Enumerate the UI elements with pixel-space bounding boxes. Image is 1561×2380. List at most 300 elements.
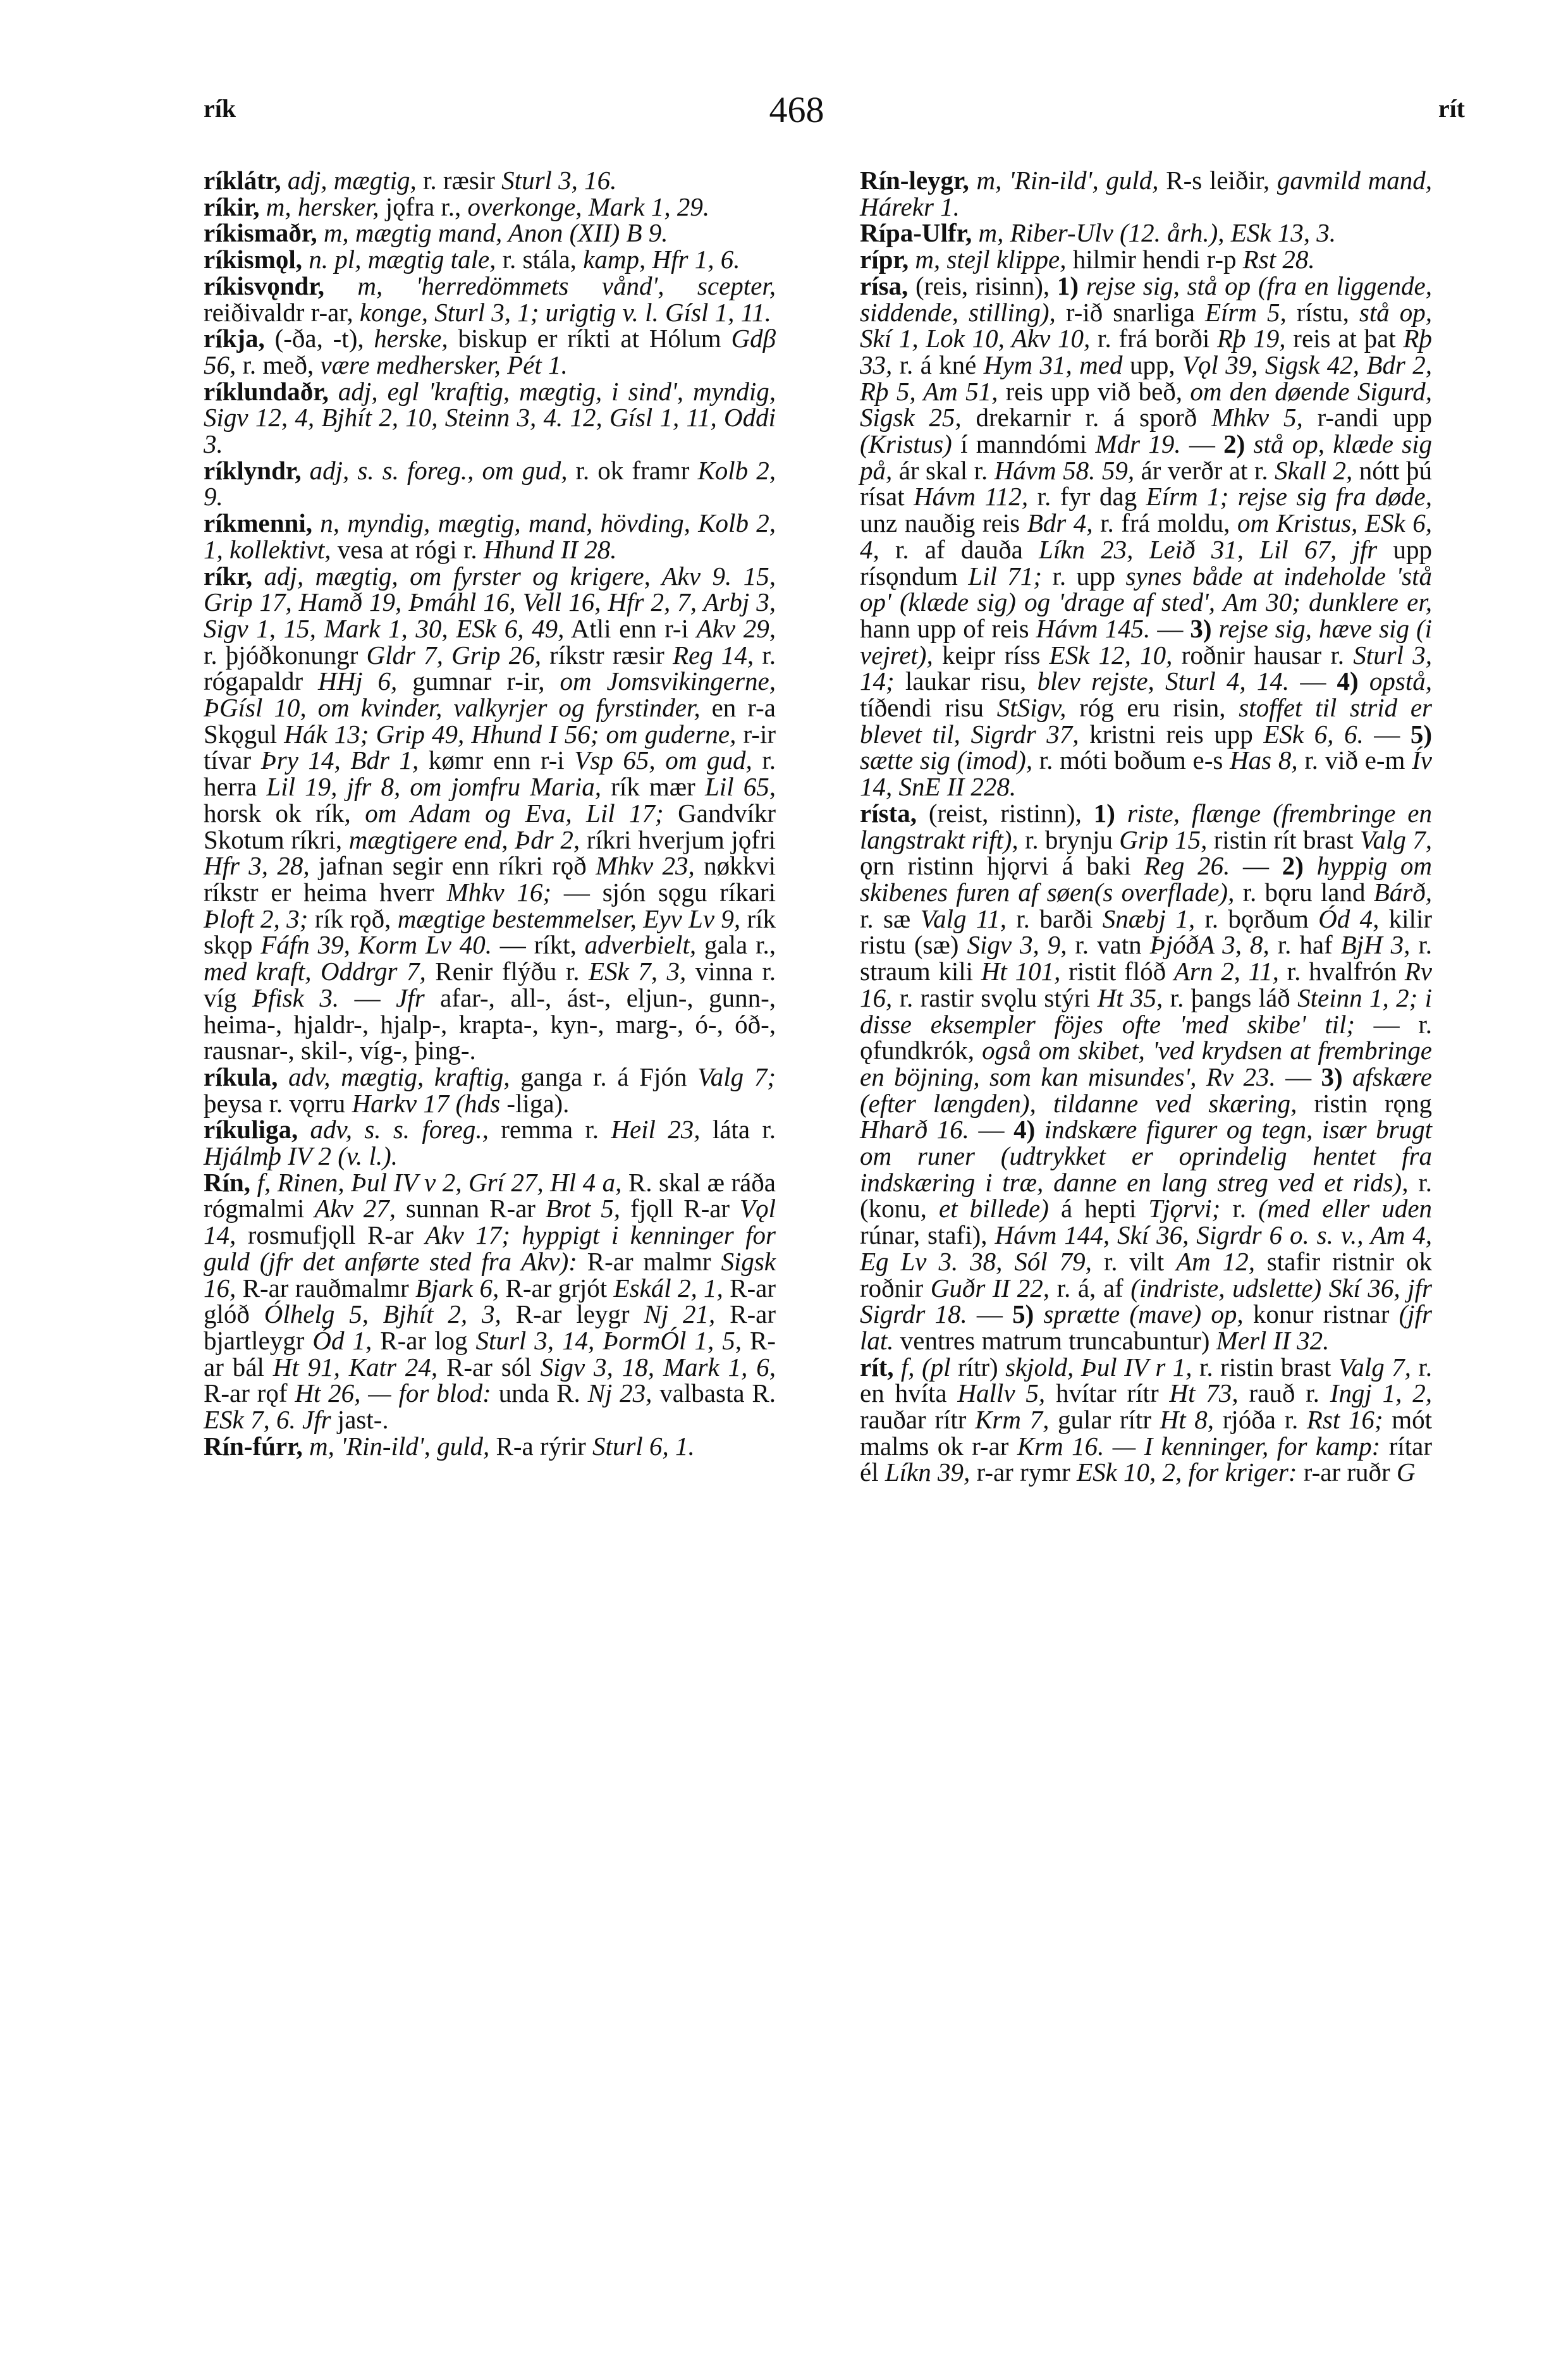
entry-headword: Rín-leygr, — [860, 166, 969, 195]
entry-text: r. brynju — [1018, 825, 1120, 854]
entry-text: stå op, Skí 1, Lok 10, Akv 10, — [860, 297, 1432, 353]
entry-text: kømr enn r-i — [419, 745, 575, 775]
entry-text: rauðar rítr — [860, 1405, 976, 1435]
entry-text: Gdβ 56, — [204, 324, 776, 379]
entry-text: jǫfra r., — [379, 192, 468, 221]
entry-text: Tjǫrvi; — [1148, 1194, 1221, 1224]
entry-text: reis at þat — [1285, 324, 1404, 353]
entry-text: ristin rǫng — [1297, 1088, 1432, 1118]
entry-text: r-ar rymr — [970, 1457, 1077, 1487]
entry-text: Reg 26. — [1144, 851, 1230, 881]
sense-number: 1) — [1093, 798, 1115, 828]
entry-text: reis upp við beð, — [998, 376, 1191, 406]
entry-text: Steinn 1, 2; i disse eksempler föjes ofte 'med skibe' til; — [860, 983, 1433, 1039]
entry-text: m, hersker, — [259, 192, 379, 221]
entry-headword: rísta, — [860, 798, 917, 828]
entry-text: Heil 23, — [611, 1115, 701, 1144]
entry-text: Jfr — [396, 983, 425, 1012]
entry-text: láta r. — [700, 1115, 776, 1144]
entry-text: — — [1230, 851, 1282, 881]
entry-text: r-ið snarliga — [1055, 297, 1205, 327]
entry-text: r. sæ — [860, 904, 921, 933]
dictionary-entry — [860, 220, 1432, 247]
entry-text: Rst 28. — [1242, 245, 1315, 274]
entry-text: r-ir tívar — [204, 719, 776, 775]
entry-text: r. — [1220, 1194, 1259, 1224]
entry-text: — — [969, 1115, 1014, 1144]
entry-headword: rísa, — [860, 271, 909, 300]
entry-text: adv, s. s. foreg., — [298, 1115, 489, 1144]
entry-text: afar-, all-, ást-, eljun-, gunn-, heima-, hjaldr-, hjalp-, krapta-, kyn-, marg-, ó-, óð-, rausnar-, skil-, víg-, þing-. — [204, 983, 776, 1065]
entry-text: r. bǫru land — [1234, 877, 1374, 907]
entry-text: r. þjóðkonungr — [204, 640, 367, 670]
entry-text: f, (pl — [893, 1352, 951, 1382]
entry-text: r. ok framr — [567, 455, 698, 485]
dictionary-entry — [204, 510, 776, 563]
running-head-last-word: rít — [1438, 94, 1465, 123]
dictionary-entry — [204, 1117, 776, 1169]
entry-text: R-ar rauðmalmr — [236, 1273, 416, 1303]
entry-text: ár skal r. — [892, 455, 995, 485]
entry-text: Nj 21, — [644, 1299, 716, 1329]
entry-text: Arn 2, 11, — [1173, 957, 1279, 986]
entry-text: rítr) — [950, 1352, 1006, 1382]
entry-text: om Kristus, ESk 6, 4, — [860, 508, 1433, 564]
entry-text: Am 12, — [1176, 1246, 1255, 1276]
dictionary-entry — [860, 273, 1432, 800]
entry-text: Sturl 3, 14; — [860, 640, 1433, 696]
entry-text: r. bǫrðum — [1195, 904, 1319, 933]
entry-text: Skall 2, — [1275, 455, 1353, 485]
entry-text: m, 'herredömmets vånd', scepter, — [324, 271, 776, 300]
entry-headword: ríkisvǫndr, — [204, 271, 325, 300]
entry-text: Akv 29, — [696, 613, 776, 643]
entry-text: Snæbj 1, — [1102, 904, 1196, 933]
entry-text: n, myndig, mægtig, mand, hövding, Kolb 2, 1, kollektivt, — [204, 508, 776, 564]
right-column — [860, 168, 1432, 1486]
entry-text: tíðendi risu — [860, 693, 997, 723]
entry-text: Valg 11, — [920, 904, 1007, 933]
entry-text: — sjón sǫgu ríkari — [551, 877, 776, 907]
entry-text: r. þangs láð — [1163, 983, 1298, 1012]
entry-text: r. (konu, — [860, 1167, 1432, 1224]
entry-text: sunnan R-ar — [396, 1194, 546, 1224]
entry-text: Sigv 3, 9, — [967, 930, 1067, 960]
entry-text: jafnan segir enn ríkri rǫð — [309, 851, 596, 881]
entry-text: unz nauðig reis — [860, 508, 1027, 538]
entry-text: hilmir hendi r-p — [1066, 245, 1243, 274]
entry-text: Rþ 19, — [1217, 324, 1286, 353]
entry-text: også om skibet, 'ved krydsen at frembringe en böjning, som kan misundes', Rv 23. — [860, 1036, 1432, 1091]
entry-text: Ht 91, Katr 24, — [272, 1352, 438, 1382]
entry-text: Hharð 16. — [860, 1115, 969, 1144]
entry-text: StSigv, — [996, 693, 1067, 723]
entry-text: ESk 10, 2, for kriger: — [1077, 1457, 1297, 1487]
entry-text: R-ar rǫf — [204, 1378, 295, 1408]
entry-text: Ingj 1, 2, — [1330, 1378, 1433, 1408]
entry-text: kilir ristu (sæ) — [860, 904, 1432, 960]
entry-text: afskære (efter længden), tildanne ved skæring, — [860, 1062, 1433, 1118]
entry-text: horsk ok rík, — [204, 798, 365, 828]
entry-text: (jfr lat. — [860, 1299, 1432, 1355]
entry-text: r. móti boðum e-s — [1032, 745, 1230, 775]
entry-text: adj, mægtig, om fyrster og krigere, Akv 9. 15, Grip 17, Hamð 19, Þmáhl 16, Vell 16, Hfr 2, 7, Arbj 3, Sigv 1, 15, Mark 1, 30, ESk 6, 49, — [204, 561, 776, 643]
entry-text: Lil 19, jfr 8, om jomfru Maria, — [266, 772, 602, 802]
entry-text: adj, mægtig, — [281, 166, 417, 195]
entry-text: Hávm 112, — [914, 482, 1029, 512]
entry-text: rosmufjǫll R-ar — [236, 1220, 425, 1250]
entry-text: biskup er ríkti at Hólum — [448, 324, 732, 353]
entry-headword: ríkr, — [204, 561, 253, 591]
entry-text: r. haf — [1269, 930, 1341, 960]
entry-text: R-ar log — [372, 1325, 476, 1355]
dictionary-entry — [204, 455, 776, 512]
entry-text: ríkri hverjum jǫfri — [580, 825, 776, 854]
dictionary-entry — [860, 800, 1432, 1354]
entry-text: ÞjóðA 3, 8, — [1149, 930, 1270, 960]
dictionary-entry — [860, 247, 1432, 273]
dictionary-entry — [204, 168, 776, 194]
entry-text: R-ar glóð — [204, 1273, 776, 1329]
entry-text: om Jomsvikingerne, ÞGísl 10, om kvinder, valkyrjer og fyrstinder, — [204, 666, 776, 723]
entry-text: m, 'Rin-ild', guld, — [302, 1431, 490, 1461]
entry-text: Líkn 23, Leið 31, Lil 67, jfr — [1039, 534, 1378, 564]
entry-text: Krm 16. — I kenninger, for kamp: — [1017, 1431, 1381, 1461]
entry-text: r. fyr dag — [1028, 482, 1146, 512]
entry-text: stafir ristnir ok roðnir — [860, 1246, 1432, 1303]
entry-text: Kolb 2, 9. — [204, 455, 776, 512]
entry-text: Valg 7, — [1360, 825, 1432, 854]
entry-text: Bdr 4, — [1027, 508, 1093, 538]
entry-text: r. rastir svǫlu stýri — [892, 983, 1098, 1012]
entry-text: Harkv 17 (hds — [352, 1088, 501, 1118]
entry-text: Bjark 6, — [415, 1273, 499, 1303]
entry-text: r. herra — [204, 745, 776, 802]
entry-headword: ríkmenni, — [204, 508, 312, 538]
entry-text: rík rǫð, — [308, 904, 398, 933]
entry-text: skjold, Þul IV r 1, — [1005, 1352, 1192, 1382]
entry-text: Hávm 144, Skí 36, Sigrdr 6 o. s. v., Am 4, Eg Lv 3. 38, Sól 79, — [860, 1220, 1432, 1276]
entry-text: rúnar, stafi), — [860, 1220, 995, 1250]
entry-text: konur ristnar — [1243, 1299, 1399, 1329]
entry-text: blev rejste, Sturl 4, 14. — [1037, 666, 1290, 696]
entry-headword: ríkismaðr, — [204, 218, 317, 248]
entry-headword: ríklátr, — [204, 166, 281, 195]
entry-text: — — [1180, 429, 1224, 459]
entry-headword: ríkula, — [204, 1062, 278, 1091]
entry-text: (reis, risinn), — [908, 271, 1057, 300]
entry-text: rejse sig, stå op (fra en liggende, siddende, stilling), — [860, 271, 1432, 327]
entry-text: sætte sig (imod), — [860, 745, 1033, 775]
entry-text: Hjálmþ IV 2 (v. l.). — [204, 1141, 398, 1171]
entry-text: Sturl 6, 1. — [592, 1431, 695, 1461]
entry-text: r. af dauða — [879, 534, 1039, 564]
entry-text: vesa at rógi r. — [331, 534, 484, 564]
entry-text: róg eru risin, — [1066, 693, 1239, 723]
entry-text: G — [1396, 1457, 1416, 1487]
entry-text: nótt þú rísat — [860, 455, 1432, 512]
left-column — [204, 168, 776, 1459]
dictionary-entry — [204, 247, 776, 273]
entry-text: — — [1275, 1062, 1321, 1091]
sense-number: 5) — [1012, 1299, 1034, 1329]
entry-text: — — [1363, 719, 1411, 749]
entry-text: R-ar leygr — [501, 1299, 644, 1329]
entry-text: m, stejl klippe, — [909, 245, 1067, 274]
entry-text: Sturl 3, 16. — [501, 166, 617, 195]
entry-text: HHj 6, — [318, 666, 398, 696]
entry-text: (-ða, -t), — [264, 324, 374, 353]
entry-text: Akv 27, — [314, 1194, 396, 1224]
entry-text: være medhersker, Pét 1. — [320, 350, 568, 379]
entry-headword: Rín, — [204, 1167, 251, 1197]
dictionary-entry — [204, 326, 776, 378]
entry-text: r. frá moldu, — [1093, 508, 1237, 538]
entry-text: jast-. — [331, 1405, 389, 1435]
entry-text: rístu, — [1286, 297, 1359, 327]
entry-text: ESk 12, 10, — [1049, 640, 1173, 670]
entry-text: Ht 101, — [981, 957, 1061, 986]
entry-text: gular rítr — [1049, 1405, 1160, 1435]
entry-text: R-ar sól — [438, 1352, 541, 1382]
entry-text: kristni reis upp — [1079, 719, 1264, 749]
entry-text: r. rógapaldr — [204, 640, 776, 696]
entry-text: Sturl 3, 14, ÞormÓl 1, 5, — [475, 1325, 742, 1355]
entry-text: mót malms ok r-ar — [860, 1405, 1432, 1461]
entry-text: valbasta R. — [652, 1378, 776, 1408]
dictionary-entry — [204, 273, 776, 326]
entry-text: ESk 7, 6. Jfr — [204, 1405, 331, 1435]
dictionary-entry — [204, 220, 776, 247]
entry-text: Sigsk 16, — [204, 1246, 776, 1303]
entry-text: r. við e-m — [1297, 745, 1412, 775]
entry-text: (reist, ristinn), — [916, 798, 1094, 828]
entry-text: r. stála, — [496, 245, 584, 274]
running-head-first-word: rík — [204, 94, 236, 123]
entry-text: et billede) — [939, 1194, 1049, 1224]
sense-number: 4) — [1013, 1115, 1036, 1144]
entry-text: r-ar ruðr — [1297, 1457, 1397, 1487]
entry-text: r. ræsir — [416, 166, 502, 195]
entry-text: Hfr 3, 28, — [204, 851, 310, 881]
entry-text: konge, Sturl 3, 1; urigtig v. l. Gísl 1, 11. — [359, 297, 771, 327]
entry-text: Lil 65, — [705, 772, 776, 802]
entry-text: upp, — [1122, 350, 1182, 379]
entry-text: R-ar bál — [204, 1325, 776, 1382]
entry-text: Hák 13; Grip 49, Hhund I 56; om guderne, — [284, 719, 737, 749]
entry-text: R. skal æ ráða rógmalmi — [204, 1167, 776, 1224]
sense-number: 3) — [1321, 1062, 1343, 1091]
entry-text: Nj 23, — [587, 1378, 652, 1408]
entry-headword: rít, — [860, 1352, 894, 1382]
entry-text: R-s leiðir, — [1158, 166, 1277, 195]
entry-text: Merl II 32. — [1216, 1325, 1330, 1355]
entry-text: roðnir hausar r. — [1172, 640, 1354, 670]
sense-number: 2) — [1282, 851, 1304, 881]
entry-text: R-a rýrir — [489, 1431, 593, 1461]
entry-text: Líkn 39, — [885, 1457, 970, 1487]
entry-text: nøkkvi ríkstr er heima hverr — [204, 851, 776, 907]
entry-text: r. barði — [1006, 904, 1103, 933]
entry-text: Bárð, — [1373, 877, 1433, 907]
entry-text: gala r., — [696, 930, 776, 960]
entry-text: opstå, — [1358, 666, 1432, 696]
entry-text: Gldr 7, Grip 26, — [366, 640, 541, 670]
entry-text: Has 8, — [1230, 745, 1298, 775]
entry-text: adj, s. s. foreg., om gud, — [301, 455, 568, 485]
entry-text: Eírm 1; rejse sig fra døde, — [1146, 482, 1432, 512]
entry-text: á hepti — [1048, 1194, 1149, 1224]
entry-text: reiðivaldr r-ar, — [204, 297, 360, 327]
entry-text: R-ar bjartleygr — [204, 1299, 776, 1355]
entry-text: (Kristus) — [860, 429, 952, 459]
dictionary-entry — [204, 1064, 776, 1117]
entry-text: Ht 73, — [1169, 1378, 1239, 1408]
entry-text: Mhkv 5, — [1211, 403, 1303, 432]
entry-text: mægtigere end, Þdr 2, — [348, 825, 580, 854]
entry-text: Sigv 3, 18, Mark 1, 6, — [540, 1352, 776, 1382]
entry-text: drekarnir r. á sporð — [961, 403, 1212, 432]
entry-text: þeysa r. vǫrru — [204, 1088, 352, 1118]
entry-text: Eírm 5, — [1204, 297, 1287, 327]
page-number: 468 — [769, 89, 824, 130]
entry-text: Ht 35, — [1097, 983, 1163, 1012]
entry-text: gavmild mand, Hárekr 1. — [860, 166, 1432, 221]
dictionary-entry — [204, 1433, 776, 1460]
entry-headword: ríklyndr, — [204, 455, 302, 485]
entry-text: R-ar grjót — [499, 1273, 614, 1303]
dictionary-entry — [860, 1354, 1432, 1487]
entry-text: r. á, af — [1050, 1273, 1131, 1303]
entry-text: laukar risu, — [894, 666, 1038, 696]
entry-text: Ht 26, — for blod: — [295, 1378, 491, 1408]
entry-text: r-andi upp — [1302, 403, 1432, 432]
dictionary-entry — [204, 376, 776, 459]
entry-text: Gandvíkr Skotum ríkri, — [204, 798, 776, 854]
entry-headword: ríklundaðr, — [204, 376, 329, 406]
entry-text: í manndómi — [952, 429, 1096, 459]
entry-text: — ríkt, — [491, 930, 585, 960]
entry-text: remma r. — [488, 1115, 611, 1144]
entry-text: Reg 14, — [673, 640, 754, 670]
entry-text: ár verðr at r. — [1134, 455, 1275, 485]
entry-text: Vǫl 14, — [204, 1194, 776, 1250]
entry-text: Hhund II 28. — [483, 534, 617, 564]
entry-text: adverbielt, — [584, 930, 697, 960]
entry-text: hyppig om skibenes furen af søen(s overflade), — [860, 851, 1433, 907]
entry-headword: Rípa-Ulfr, — [860, 218, 972, 248]
entry-text: adj, egl 'kraftig, mægtig, i sind', myndig, Sigv 12, 4, Bjhít 2, 10, Steinn 3, 4. 12, Gísl 1, 11, Oddi 3. — [204, 376, 776, 459]
entry-text: n. pl, mægtig tale, — [302, 245, 496, 274]
dictionary-entry — [204, 563, 776, 1064]
entry-text: — — [339, 983, 396, 1012]
entry-text: Rv 16, — [860, 957, 1433, 1012]
entry-text: Akv 17; hyppigt i kenninger for guld (jfr det anførte sted fra Akv): — [204, 1220, 776, 1276]
entry-text: Mhkv 23, — [596, 851, 695, 881]
entry-text: Hallv 5, — [957, 1378, 1046, 1408]
entry-text: overkonge, Mark 1, 29. — [467, 192, 710, 221]
entry-text: r. straum kili — [860, 930, 1433, 986]
entry-text: Hávm 145. — [1036, 613, 1151, 643]
entry-text: — — [1289, 666, 1337, 696]
entry-text: r. vilt — [1091, 1246, 1177, 1276]
entry-text: Þloft 2, 3; — [204, 904, 309, 933]
entry-text: om den døende Sigurd, Sigsk 25, — [860, 376, 1432, 432]
entry-text: kamp, Hfr 1, 6. — [583, 245, 740, 274]
entry-text: Vǫl 39, Sigsk 42, Bdr 2, Rþ 5, Am 51, — [860, 350, 1432, 406]
entry-text: stå op, klæde sig på, — [860, 429, 1433, 485]
entry-text: gumnar r-ir, — [397, 666, 560, 696]
entry-text: ganga r. á Fjón — [510, 1062, 698, 1091]
entry-text: r. vatn — [1067, 930, 1150, 960]
entry-text: rík mær — [601, 772, 705, 802]
sense-number: 1) — [1056, 271, 1079, 300]
entry-text: hvítar rítr — [1045, 1378, 1170, 1408]
sense-number: 2) — [1223, 429, 1246, 459]
entry-text: Þfisk 3. — [252, 983, 340, 1012]
entry-text: rík skǫp — [204, 904, 776, 960]
entry-text: — r. ǫfundkrók, — [860, 1009, 1432, 1065]
entry-text: m, 'Rin-ild', guld, — [969, 166, 1159, 195]
entry-text: r. upp — [1042, 561, 1126, 591]
entry-text: ESk 6, 6. — [1263, 719, 1364, 749]
entry-headword: ríkir, — [204, 192, 260, 221]
entry-headword: ríkja, — [204, 324, 265, 353]
sense-number: 4) — [1337, 666, 1359, 696]
entry-headword: rípr, — [860, 245, 909, 274]
entry-text: adv, mægtig, kraftig, — [278, 1062, 510, 1091]
entry-text: mægtige bestemmelser, Eyv Lv 9, — [397, 904, 741, 933]
entry-text: Þry 14, Bdr 1, — [260, 745, 419, 775]
entry-text: m, mægtig mand, Anon (XII) B 9. — [317, 218, 668, 248]
entry-text: Valg 7, — [1338, 1352, 1411, 1382]
entry-headword: ríkismǫl, — [204, 245, 303, 274]
entry-text: Vsp 65, om gud, — [574, 745, 752, 775]
entry-text: Fáfn 39, Korm Lv 40. — [260, 930, 492, 960]
entry-text: Grip 15, — [1119, 825, 1208, 854]
entry-text: — — [967, 1299, 1013, 1329]
entry-text: Mhkv 16; — [446, 877, 552, 907]
entry-text: vinna r. víg — [204, 957, 776, 1012]
entry-text: Ht 8, — [1160, 1405, 1215, 1435]
entry-text: Ólhelg 5, Bjhít 2, 3, — [264, 1299, 501, 1329]
entry-headword: ríkuliga, — [204, 1115, 298, 1144]
entry-text: indskære figurer og tegn, især brugt om runer (udtrykket er oprindelig hentet fra indskæring i træ, danne en lang streg ved et rids), — [860, 1115, 1432, 1197]
entry-text: Hym 31, med — [983, 350, 1123, 379]
sense-number: 5) — [1410, 719, 1432, 749]
entry-text: ǫrn ristinn hjǫrvi á baki — [860, 851, 1144, 881]
entry-text: r. en hvíta — [860, 1352, 1432, 1408]
dictionary-entry — [860, 168, 1432, 220]
entry-text: Lil 71; — [968, 561, 1043, 591]
entry-text: Valg 7; — [697, 1062, 776, 1091]
entry-text: ristit flóð — [1060, 957, 1174, 986]
entry-text: Ív 14, SnE II 228. — [860, 745, 1432, 802]
entry-text: stoffet til strid er blevet til, Sigrdr 37, — [860, 693, 1432, 749]
dictionary-entry — [204, 194, 776, 221]
entry-text: Hávm 58. 59, — [994, 455, 1135, 485]
entry-text: m, Riber-Ulv (12. årh.), ESk 13, 3. — [972, 218, 1337, 248]
entry-text: hann upp of reis — [860, 613, 1036, 643]
entry-headword: Rín-fúrr, — [204, 1431, 303, 1461]
entry-text: unda R. — [491, 1378, 588, 1408]
entry-text: om Adam og Eva, Lil 17; — [365, 798, 664, 828]
entry-text: Brot 5, — [545, 1194, 620, 1224]
entry-text: ventres matrum truncabuntur) — [893, 1325, 1216, 1355]
entry-text: Mdr 19. — [1095, 429, 1181, 459]
sense-number: 3) — [1190, 613, 1212, 643]
entry-text: Renir flýðu r. — [425, 957, 589, 986]
